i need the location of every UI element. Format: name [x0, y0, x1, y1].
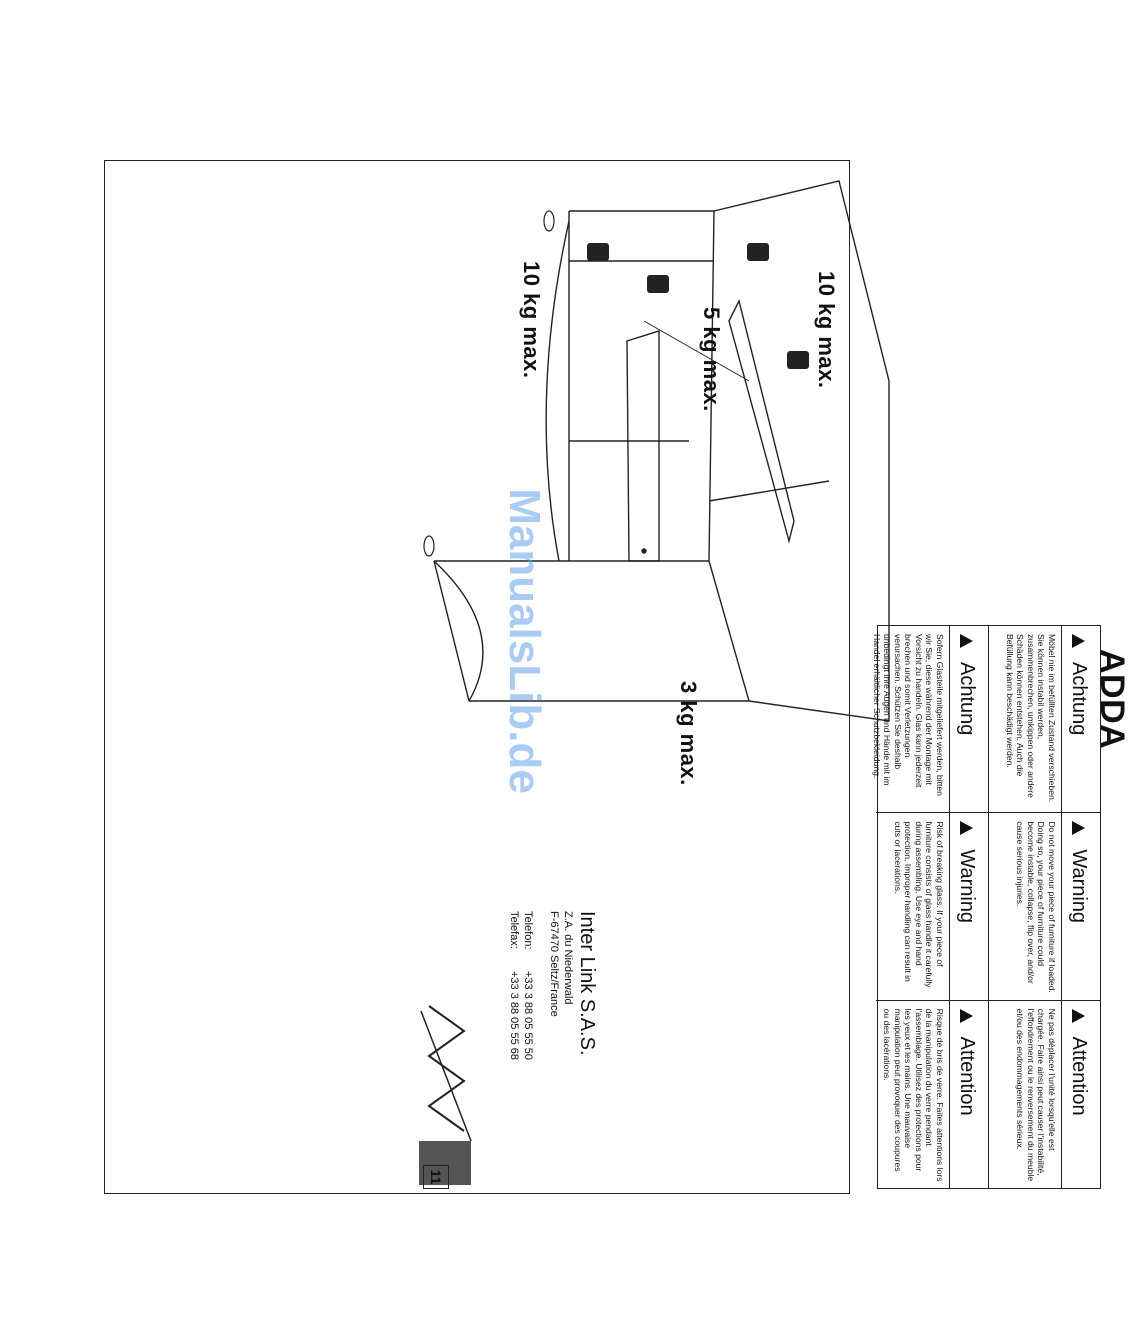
rotated-content	[393, 161, 1139, 1195]
warning-triangle-icon	[1073, 634, 1086, 648]
weight-icon-top	[747, 243, 769, 261]
company-street: Z.A. du Niederwald	[562, 911, 574, 1005]
weight-icon-middle	[647, 275, 669, 293]
weight-icon-glass	[787, 351, 809, 369]
middle-shelf	[627, 331, 659, 561]
warning-text: Möbel nie im befüllten Zustand verschieben. Sie können instabil werden, zusammenbrechen, umkippen oder andere Schäden können entstehen. Auch die Befüllung kann beschädigt werden.	[1005, 634, 1057, 803]
warning-triangle-icon	[961, 634, 974, 648]
glass-shelf	[729, 301, 794, 541]
warning-cell-de-move	[988, 626, 1100, 813]
warning-cell-fr-move	[988, 1001, 1100, 1188]
company-name: Inter Link S.A.S.	[576, 911, 598, 1056]
warning-cell-de-glass	[872, 626, 988, 813]
watermark: ManualsLib.de	[500, 488, 549, 794]
load-label-middle: 5 kg max.	[699, 307, 724, 412]
warning-cell-en-move	[988, 813, 1100, 1000]
fax-label: Telefax:	[508, 911, 520, 949]
warning-heading: Warning	[1068, 849, 1091, 924]
contact-grid	[507, 911, 535, 1181]
warning-text: Risque de bris de verre. Faites attentions lors de la manipulation du verre pendant l'assemblage. Utilisez des protections pour les yeux et les mains. Une mauvaise manipulation peut provoquer des coupures ou des lacérations.	[882, 1008, 945, 1182]
page-number: 11	[423, 1165, 449, 1189]
foot-left	[544, 211, 554, 231]
fax-number: +33 3 88 05 55 68	[508, 971, 520, 1060]
warning-table	[872, 625, 1101, 1189]
warning-triangle-icon	[961, 1009, 974, 1023]
warning-text: Risk of breaking glass. If your piece of furniture consists of glass handle it carefully during assembling. Use eye and hand protection. Improper handling can result in cuts or lacerations.	[893, 821, 945, 988]
warning-heading: Achtung	[1068, 662, 1091, 736]
product-title: ADDA	[1093, 649, 1131, 750]
warning-cell-en-glass	[876, 813, 988, 1000]
warning-triangle-icon	[1073, 821, 1086, 835]
warning-text: Sofern Glasteile mitgeliefert werden, bitten wir Sie, diese während der Montage mit Vorsicht zu handeln. Glas kann jederzeit brechen und somit Verletzungen verursachen. Schützen Sie deshalb unbedingt Ihre Augen und Hände mit im Handel erhältlicher Schutzbekleidung.	[872, 634, 945, 796]
warning-triangle-icon	[1073, 1009, 1086, 1023]
warning-text: Do not move your piece of furniture if loaded. Doing so, your piece of furniture could become instable, collapse, flip over, and/or cause serious injuries.	[1015, 821, 1057, 993]
phone-label: Telefon:	[522, 911, 534, 950]
foot-right	[424, 536, 434, 556]
phone-number: +33 3 88 05 55 50	[522, 971, 534, 1060]
load-label-bottom: 10 kg max.	[519, 261, 544, 379]
warning-text: Ne pas déplacer l'unité lorsqu'elle est chargée. Faire ainsi peut causer l'instabilité, l'effondrement ou le renversement du meuble et/ou des endommagements sérieux.	[1015, 1008, 1057, 1182]
warning-triangle-icon	[961, 821, 974, 835]
page-frame	[104, 160, 1131, 1194]
load-label-top: 10 kg max.	[814, 271, 839, 389]
warning-heading: Warning	[956, 849, 979, 924]
cabinet-illustration	[429, 181, 889, 741]
load-label-glass: 3 kg max.	[676, 681, 701, 786]
company-logo	[409, 1001, 479, 1191]
warning-cell-fr-glass	[876, 1001, 988, 1188]
warning-heading: Attention	[956, 1036, 979, 1116]
weight-icon-bottom	[587, 243, 609, 261]
cabinet-top-panel	[709, 181, 889, 721]
warning-heading: Attention	[1068, 1036, 1091, 1116]
glass-pointer-line	[644, 321, 749, 381]
company-city: F-67470 Seltz/France	[548, 911, 560, 1017]
company-block	[507, 911, 599, 1181]
warning-heading: Achtung	[956, 662, 979, 736]
